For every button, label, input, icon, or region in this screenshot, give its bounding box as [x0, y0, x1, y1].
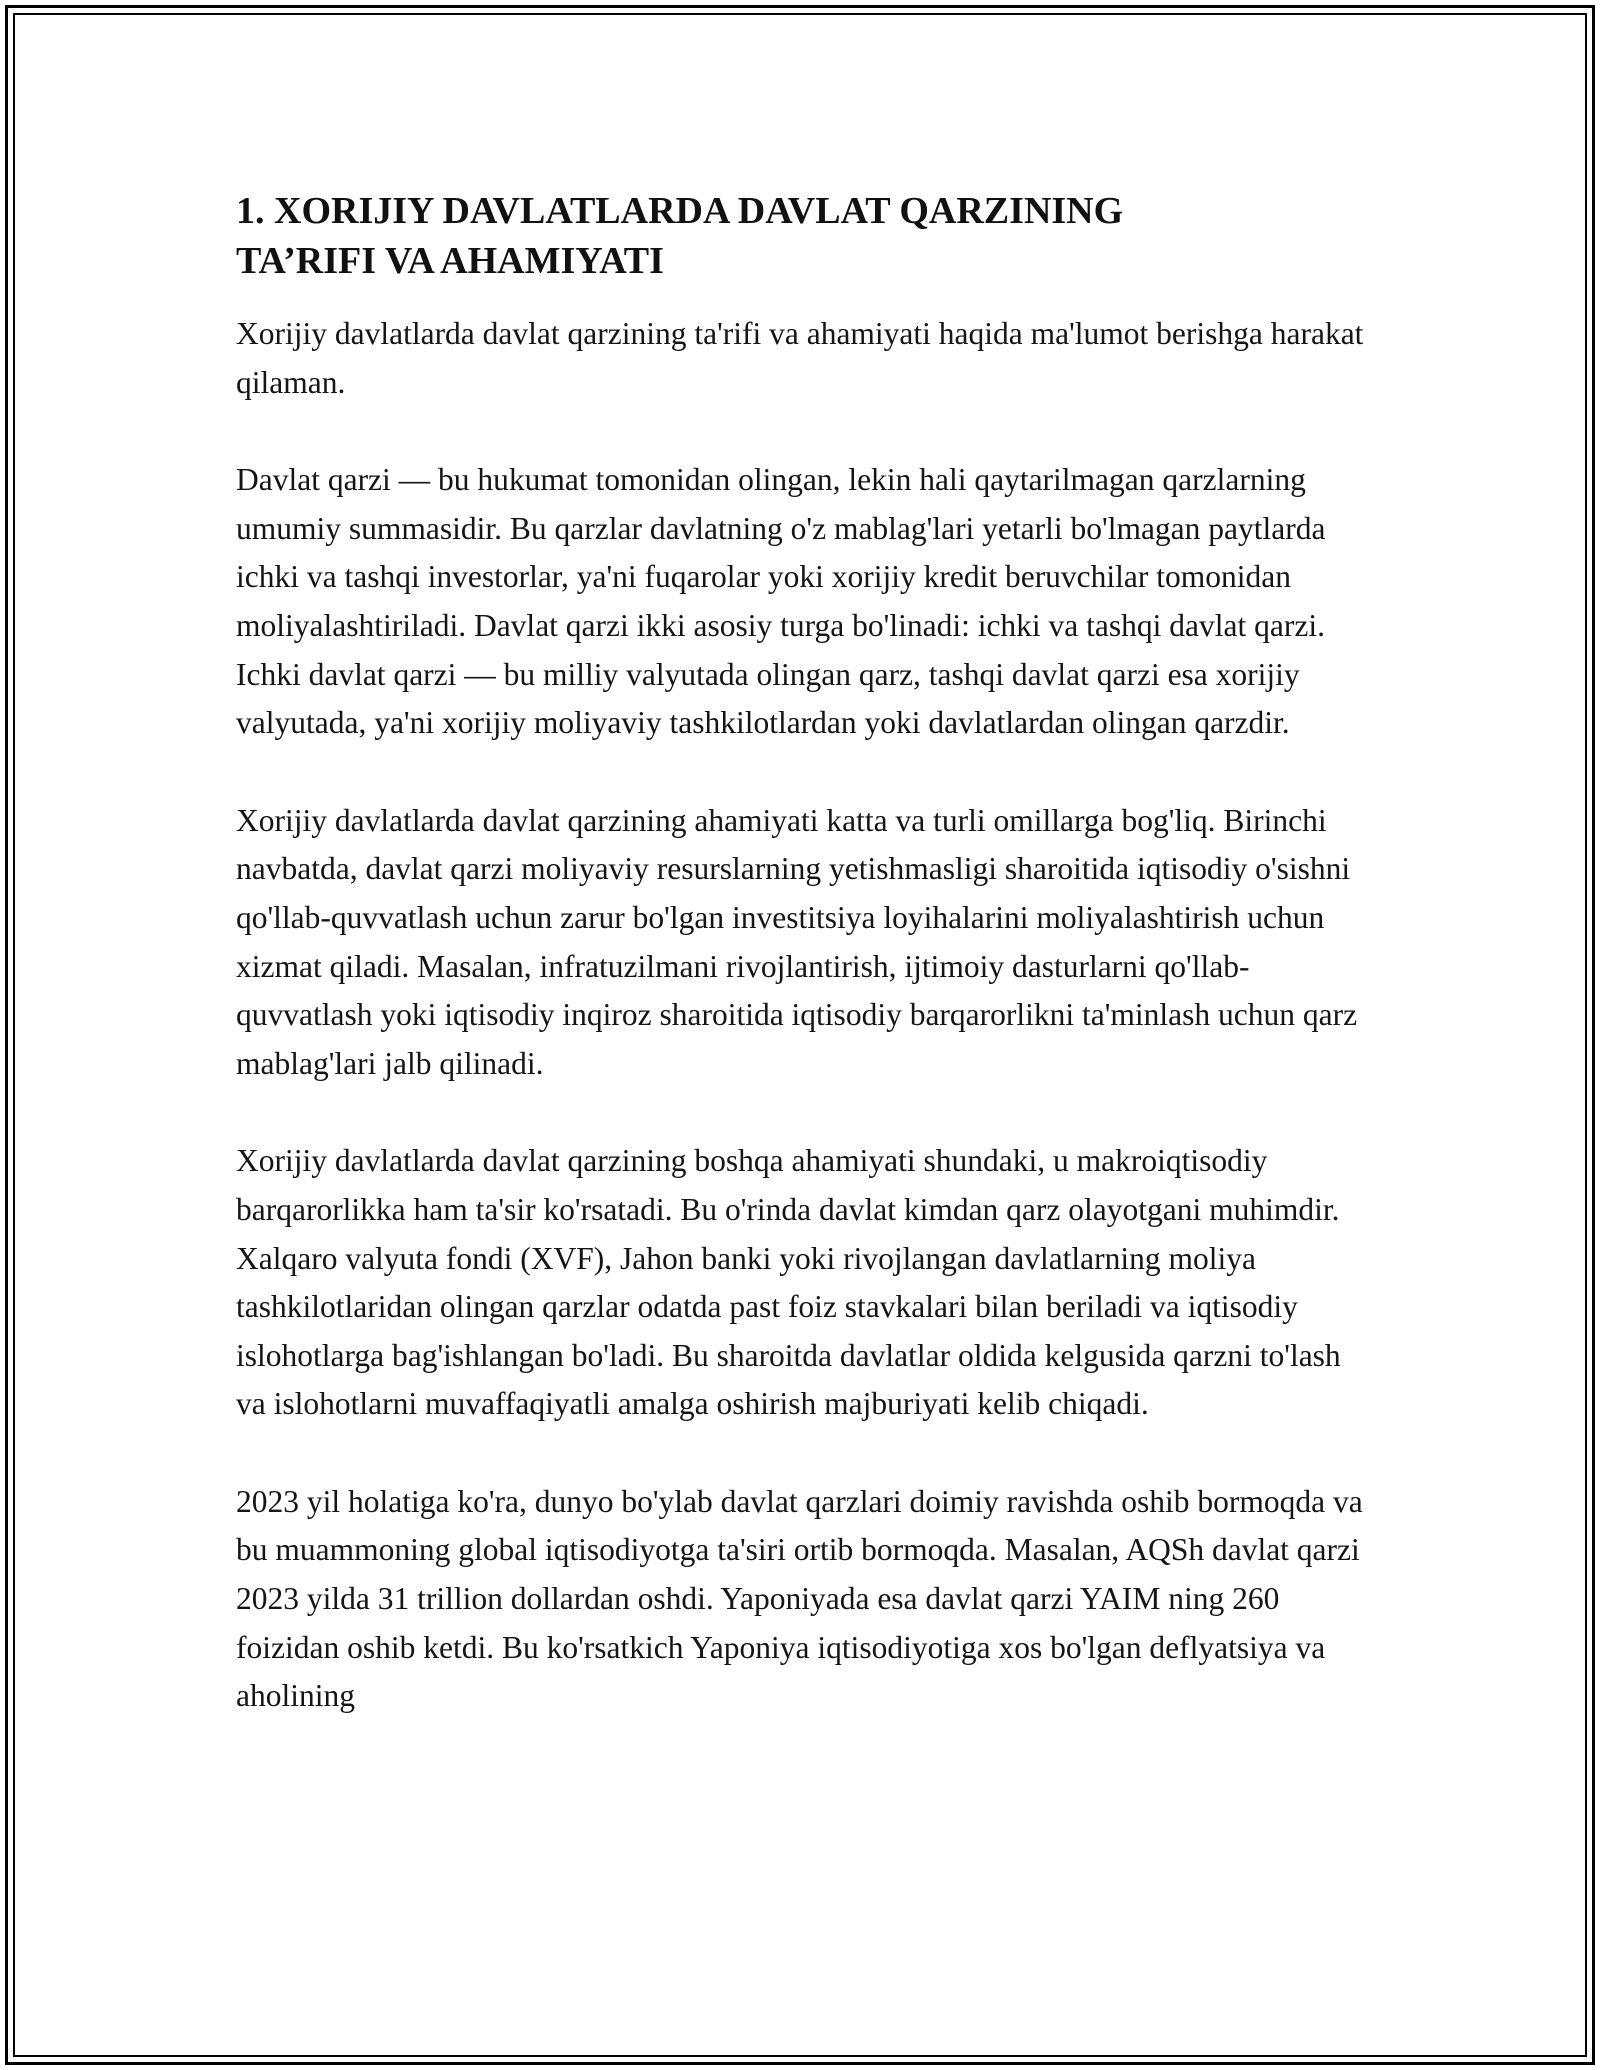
section-title: [236, 186, 1376, 286]
document-body: [236, 186, 1376, 1770]
paragraph-macro-stability: Xorijiy davlatlarda davlat qarzining boshqa ahamiyati shundaki, u makroiqtisodiy barqarorlikka ham ta'sir ko'rsatadi. Bu o'rinda davlat kimdan qarz olayotgani muhimdir. Xalqaro valyuta fondi (XVF), Jahon banki yoki rivojlangan davlatlarning moliya tashkilotlaridan olingan qarzlar odatda past foiz stavkalari bilan beriladi va iqtisodiy islohotlarga bag'ishlangan bo'ladi. Bu sharoitda davlatlar oldida kelgusida qarzni to'lash va islohotlarni muvaffaqiyatli amalga oshirish majburiyati kelib chiqadi.: [236, 1143, 1341, 1422]
paragraph-2023-statistics: 2023 yil holatiga ko'ra, dunyo bo'ylab davlat qarzlari doimiy ravishda oshib bormoqda va bu muammoning global iqtisodiyotga ta'siri ortib bormoqda. Masalan, AQSh davlat qarzi 2023 yilda 31 trillion dollardan oshdi. Yaponiyada esa davlat qarzi YAIM ning 260 foizidan oshib ketdi. Bu ko'rsatkich Yaponiya iqtisodiyotiga xos bo'lgan deflyatsiya va aholining: [236, 1483, 1363, 1714]
section-title-line-1: 1. XORIJIY DAVLATLARDA DAVLAT QARZINING: [236, 190, 1124, 232]
section-title-line-2: TA’RIFI VA AHAMIYATI: [236, 240, 664, 282]
paragraph-definition: Davlat qarzi — bu hukumat tomonidan olingan, lekin hali qaytarilmagan qarzlarning umumiy summasidir. Bu qarzlar davlatning o'z mablag'lari yetarli bo'lmagan paytlarda ichki va tashqi investorlar, ya'ni fuqarolar yoki xorijiy kredit beruvchilar tomonidan moliyalashtiriladi. Davlat qarzi ikki asosiy turga bo'linadi: ichki va tashqi davlat qarzi. Ichki davlat qarzi — bu milliy valyutada olingan qarz, tashqi davlat qarzi esa xorijiy valyutada, ya'ni xorijiy moliyaviy tashkilotlardan yoki davlatlardan olingan qarzdir.: [236, 462, 1326, 741]
paragraph-intro: Xorijiy davlatlarda davlat qarzining ta'rifi va ahamiyati haqida ma'lumot berishga harakat qilaman.: [236, 316, 1364, 400]
paragraph-importance: Xorijiy davlatlarda davlat qarzining ahamiyati katta va turli omillarga bog'liq. Birinchi navbatda, davlat qarzi moliyaviy resurslarning yetishmasligi sharoitida iqtisodiy o'sishni qo'llab-quvvatlash uchun zarur bo'lgan investitsiya loyihalarini moliyalashtirish uchun xizmat qiladi. Masalan, infratuzilmani rivojlantirish, ijtimoiy dasturlarni qo'llab-quvvatlash yoki iqtisodiy inqiroz sharoitida iqtisodiy barqarorlikni ta'minlash uchun qarz mablag'lari jalb qilinadi.: [236, 802, 1358, 1081]
